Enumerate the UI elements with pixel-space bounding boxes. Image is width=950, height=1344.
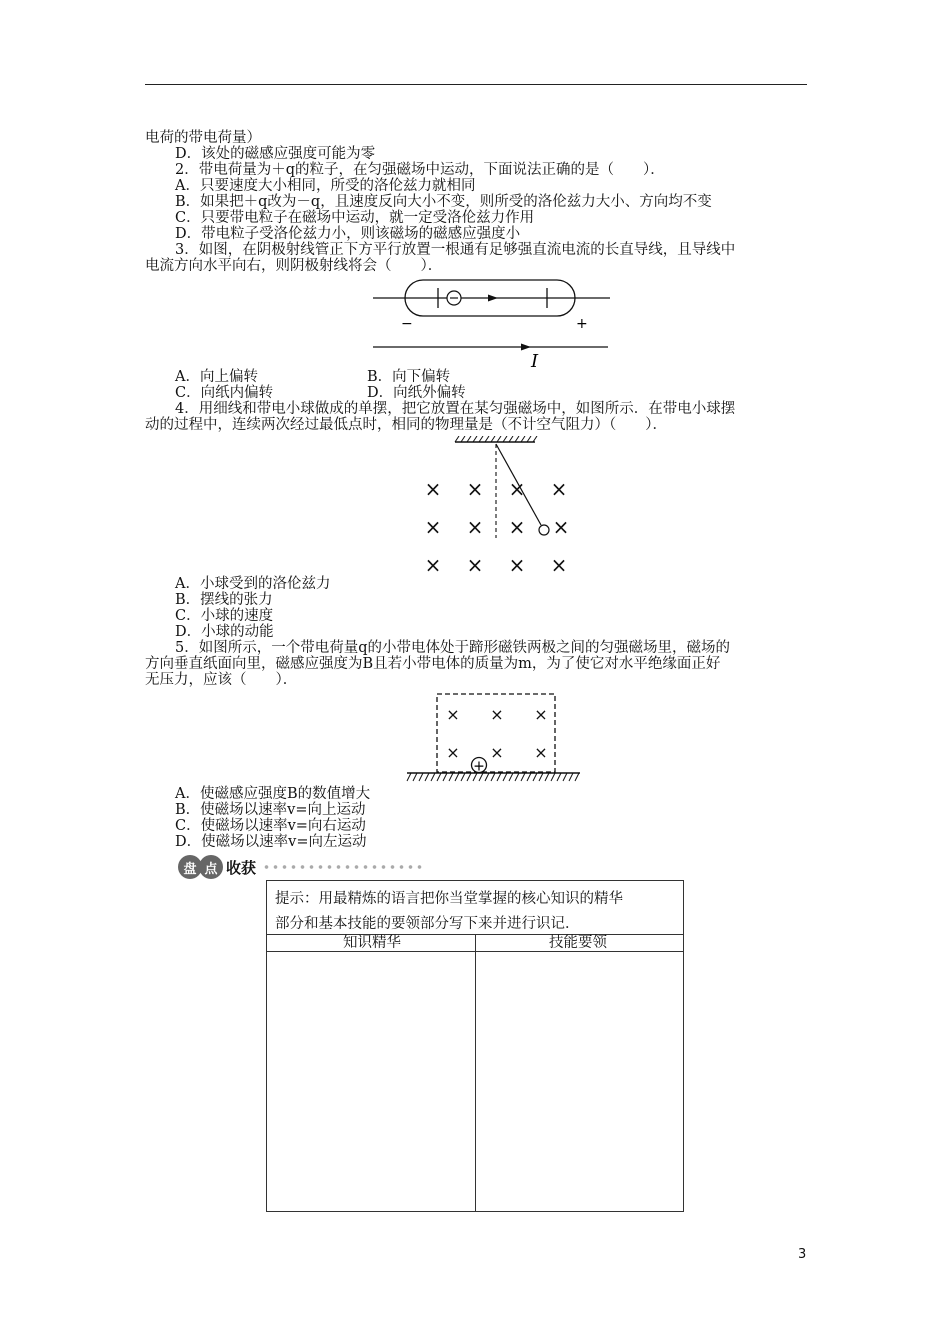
column-header-skills: 技能要领 bbox=[549, 935, 607, 951]
question-3-cont: 电流方向水平向右，则阴极射线将会（ ）． bbox=[145, 258, 443, 274]
pendulum-figure bbox=[415, 436, 590, 576]
field-x-mark: × bbox=[466, 477, 484, 501]
field-x-mark: × bbox=[534, 705, 548, 724]
question-5-cont: 方向垂直纸面向里，磁感应强度为B且若小带电体的质量为m，为了使它对水平绝缘面正好 bbox=[145, 656, 721, 672]
field-x-mark: × bbox=[508, 515, 526, 539]
option-b: B．如果把＋q改为－q，且速度反向大小不变，则所受的洛伦兹力大小、方向均不变 bbox=[175, 194, 712, 210]
field-x-mark: × bbox=[552, 515, 570, 539]
question-5: 5．如图所示，一个带电荷量q的小带电体处于蹄形磁铁两极之间的匀强磁场里，磁场的 bbox=[175, 640, 731, 656]
field-x-mark: × bbox=[424, 477, 442, 501]
positive-charge: + bbox=[473, 758, 485, 775]
option-d: D．带电粒子受洛伦兹力小，则该磁场的磁感应强度小 bbox=[175, 226, 521, 242]
option-c: C．小球的速度 bbox=[175, 608, 274, 624]
field-x-mark: × bbox=[424, 553, 442, 576]
cathode-ray-tube-figure bbox=[365, 276, 615, 370]
option-d: D．向纸外偏转 bbox=[367, 385, 466, 401]
field-x-mark: × bbox=[466, 515, 484, 539]
option-c: C．只要带电粒子在磁场中运动，就一定受洛伦兹力作用 bbox=[175, 210, 535, 226]
option-a: A．只要速度大小相同，所受的洛伦兹力就相同 bbox=[175, 178, 476, 194]
field-x-mark: × bbox=[534, 743, 548, 762]
field-x-mark: × bbox=[490, 743, 504, 762]
column-header-knowledge: 知识精华 bbox=[343, 935, 401, 951]
option-d: D．使磁场以速率v=向左运动 bbox=[175, 834, 367, 850]
field-x-mark: × bbox=[508, 477, 526, 501]
current-label: I bbox=[531, 351, 539, 370]
section-title: 收获 bbox=[226, 858, 257, 877]
text-line: 电荷的带电荷量） bbox=[145, 130, 261, 146]
option-b: B．使磁场以速率v=向上运动 bbox=[175, 802, 366, 818]
option-d: D．小球的动能 bbox=[175, 624, 274, 640]
tip-line: 部分和基本技能的要领部分写下来并进行识记． bbox=[275, 916, 580, 932]
option-d: D．该处的磁感应强度可能为零 bbox=[175, 146, 376, 162]
question-4: 4．用细线和带电小球做成的单摆，把它放置在某匀强磁场中，如图所示．在带电小球摆 bbox=[175, 401, 736, 417]
section-badge-char: 点 bbox=[199, 855, 223, 879]
summary-tip bbox=[275, 887, 675, 937]
field-x-mark: × bbox=[446, 743, 460, 762]
section-heading bbox=[178, 854, 426, 880]
field-x-mark: × bbox=[466, 553, 484, 576]
field-x-mark: × bbox=[508, 553, 526, 576]
option-b: B．摆线的张力 bbox=[175, 592, 273, 608]
table-column-divider bbox=[475, 934, 476, 1211]
option-a: A．使磁感应强度B的数值增大 bbox=[175, 786, 371, 802]
tip-line: 提示：用最精炼的语言把你当堂掌握的核心知识的精华 bbox=[275, 891, 623, 907]
option-a: A．向上偏转 bbox=[175, 369, 258, 385]
plus-sign: + bbox=[576, 316, 588, 332]
option-a: A．小球受到的洛伦兹力 bbox=[175, 576, 331, 592]
field-x-mark: × bbox=[550, 553, 568, 576]
option-b: B．向下偏转 bbox=[367, 369, 451, 385]
field-x-mark: × bbox=[550, 477, 568, 501]
question-3: 3．如图，在阴极射线管正下方平行放置一根通有足够强直流电流的长直导线，且导线中 bbox=[175, 242, 736, 258]
question-2: 2．带电荷量为＋q的粒子，在匀强磁场中运动，下面说法正确的是（ ）． bbox=[175, 162, 665, 178]
minus-sign: − bbox=[401, 316, 413, 332]
field-x-mark: × bbox=[424, 515, 442, 539]
page-number: 3 bbox=[798, 1247, 807, 1262]
header-rule bbox=[145, 84, 807, 85]
magnetic-field-box-figure bbox=[405, 690, 585, 786]
dotted-decoration bbox=[262, 863, 426, 871]
question-4-cont: 动的过程中，连续两次经过最低点时，相同的物理量是（不计空气阻力）（ ）． bbox=[145, 417, 667, 433]
section-badge-char: 盘 bbox=[178, 855, 202, 879]
field-x-mark: × bbox=[490, 705, 504, 724]
option-c: C．向纸内偏转 bbox=[175, 385, 274, 401]
field-x-mark: × bbox=[446, 705, 460, 724]
option-c: C．使磁场以速率v=向右运动 bbox=[175, 818, 366, 834]
summary-table bbox=[266, 880, 684, 1212]
question-5-cont: 无压力，应该（ ）． bbox=[145, 672, 298, 688]
